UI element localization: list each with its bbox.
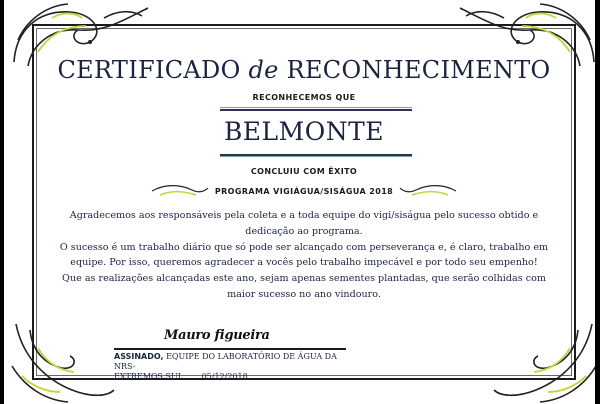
body-line: Que as realizações alcançadas este ano, sejam apenas sementes plantadas, que serão colhidas com <box>62 273 546 285</box>
signed-by-line1: EQUIPE DO LABORATÓRIO DE ÁGUA DA NRS- <box>114 352 337 371</box>
recipient-name: BELMONTE <box>223 117 385 146</box>
body-line: maior sucesso no ano vindouro. <box>227 288 381 300</box>
title-word-de: de <box>248 56 279 84</box>
title-word-certificado: CERTIFICADO <box>57 56 241 84</box>
body-line: equipe. Por isso, queremos agradecer a vocês pelo trabalho impecável e por todo seu empenho! <box>70 257 538 269</box>
signed-by-line2: EXTREMOS SUL <box>114 372 184 381</box>
name-rule-bottom <box>220 153 412 157</box>
signed-by-block <box>114 352 354 382</box>
recognize-label: RECONHECEMOS QUE <box>252 93 356 102</box>
completed-label: CONCLUIU COM ÊXITO <box>250 167 358 176</box>
bottom-left-ornament <box>8 320 118 404</box>
program-name: PROGRAMA VIGIÁGUA/SISÁGUA 2018 <box>214 187 394 196</box>
certificate-date: 05/12/2018 <box>201 372 248 381</box>
certificate-body <box>44 208 564 303</box>
body-line: O sucesso é um trabalho diário que só pode ser alcançado com perseverança e, é claro, trabalho em <box>59 241 549 253</box>
signature: Mauro figueira <box>164 328 270 343</box>
certificate-title <box>4 56 600 84</box>
title-word-reconhecimento: RECONHECIMENTO <box>286 56 551 84</box>
signed-label: ASSINADO, <box>114 352 164 361</box>
body-line: Agradecemos aos responsáveis pela coleta e a toda equipe do vigi/siságua pelo sucesso obtido e <box>69 210 539 221</box>
bottom-right-ornament <box>490 320 600 404</box>
name-rule-top <box>220 107 412 111</box>
signature-line <box>114 348 346 350</box>
body-line: dedicação ao programa. <box>245 225 363 237</box>
